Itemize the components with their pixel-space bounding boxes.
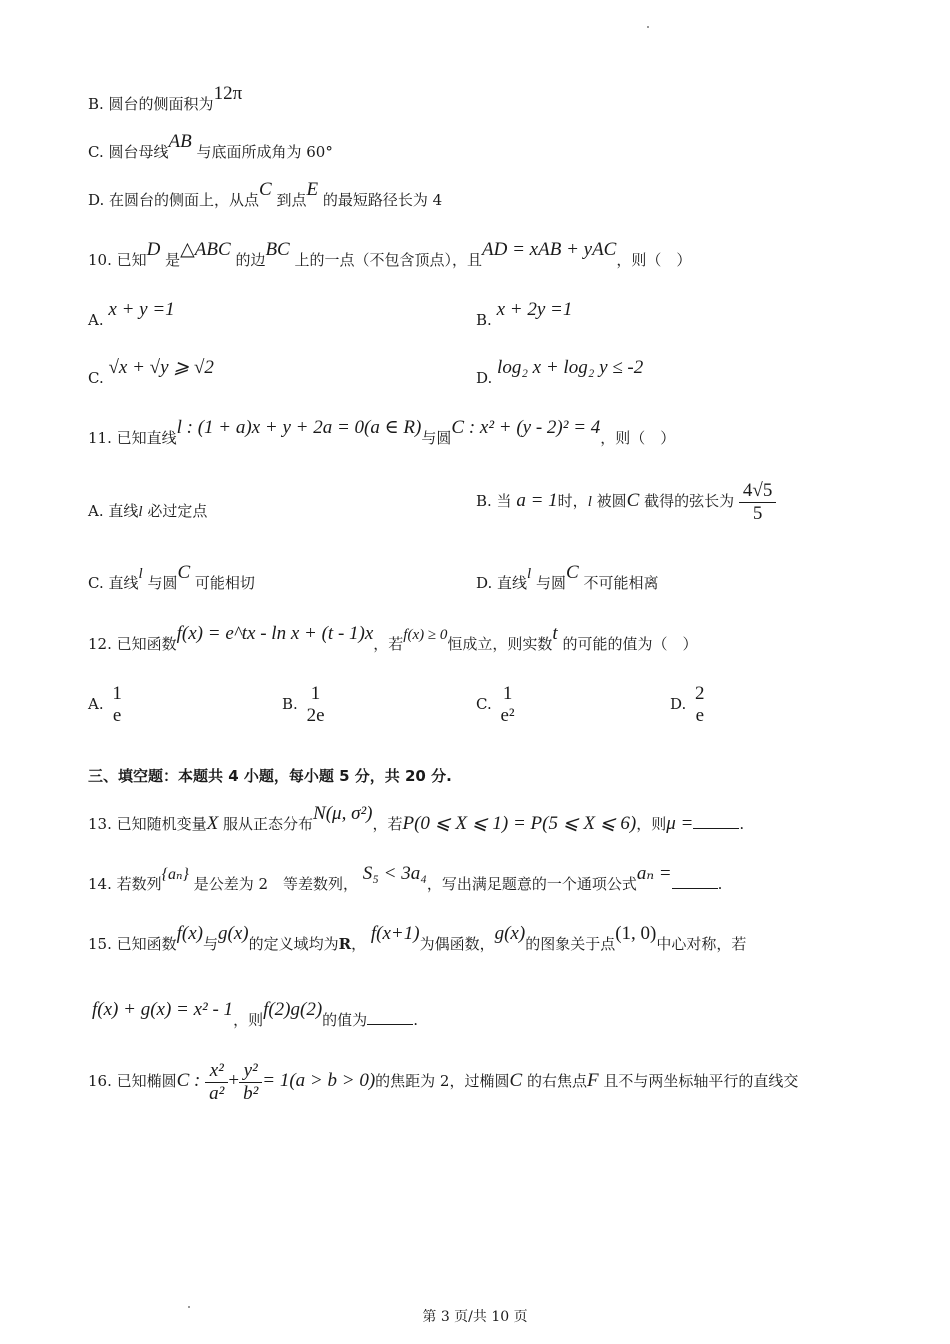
answer-blank[interactable] bbox=[367, 1010, 413, 1025]
option-text: D. 在圆台的侧面上，从点 bbox=[88, 191, 260, 209]
option-label: D. bbox=[476, 369, 493, 387]
question-text: 10. 已知 bbox=[88, 251, 147, 269]
math-expr: g(x) bbox=[218, 923, 249, 944]
option-text: 与圆 bbox=[535, 574, 566, 592]
fraction bbox=[239, 1060, 262, 1105]
question-text: 是公差为 2 等差数列， bbox=[193, 875, 359, 893]
q9-option-c bbox=[88, 131, 333, 162]
q10-option-a bbox=[88, 299, 175, 330]
math-expr: f(x) = e^tx - ln x + (t - 1)x bbox=[176, 623, 374, 644]
math-var: D bbox=[146, 239, 161, 260]
q14-stem bbox=[88, 863, 723, 895]
scan-dot bbox=[647, 26, 649, 28]
q11-stem bbox=[88, 417, 676, 448]
math-expr: AD = xAB + yAC bbox=[482, 239, 617, 260]
question-text: 为偶函数， bbox=[419, 935, 495, 953]
q9-option-d bbox=[88, 179, 443, 210]
math-expr: {aₙ} bbox=[161, 866, 189, 883]
math-var: X bbox=[206, 813, 219, 834]
math-expr: P(0 ⩽ X ⩽ 1) = P(5 ⩽ X ⩽ 6) bbox=[402, 813, 637, 834]
numerator: 1 bbox=[502, 683, 513, 704]
math-expr: f(2)g(2) bbox=[263, 999, 323, 1020]
option-label: B. bbox=[282, 695, 298, 713]
numerator: 1 bbox=[310, 683, 321, 704]
math-expr: aₙ = bbox=[636, 863, 672, 884]
q10-option-b bbox=[476, 299, 573, 330]
denominator: a² bbox=[205, 1082, 228, 1105]
math-expr: μ = bbox=[666, 813, 694, 834]
math-expr: x + y =1 bbox=[108, 299, 175, 320]
option-text: 被圆 bbox=[596, 492, 627, 510]
math-var: l bbox=[138, 504, 143, 520]
question-text: 的图象关于点 bbox=[525, 935, 616, 953]
option-text: 的最短路径长为 4 bbox=[322, 191, 443, 209]
fraction bbox=[691, 683, 709, 727]
question-text: 的定义域均为 bbox=[248, 935, 339, 953]
answer-blank[interactable] bbox=[693, 814, 739, 829]
option-text: D. 直线 bbox=[476, 574, 528, 592]
q12-option-c bbox=[476, 680, 519, 728]
math-expr: x + 2y =1 bbox=[496, 299, 573, 320]
option-text: 可能相切 bbox=[194, 574, 255, 592]
option-text: 与圆 bbox=[147, 574, 178, 592]
q16-stem bbox=[88, 1058, 798, 1105]
numerator: x² bbox=[209, 1059, 224, 1081]
q12-option-d bbox=[670, 680, 709, 728]
math-op: + bbox=[228, 1070, 240, 1091]
math-var: E bbox=[306, 179, 319, 200]
option-text: A. 直线 bbox=[88, 502, 139, 520]
numerator: 4√5 bbox=[742, 479, 773, 501]
question-text: ，若 bbox=[372, 815, 403, 833]
option-label: C. bbox=[88, 369, 104, 387]
q11-option-c bbox=[88, 562, 255, 594]
option-text: 必过定点 bbox=[147, 502, 208, 520]
option-text: B. 当 bbox=[476, 492, 512, 510]
question-text: . bbox=[413, 1011, 418, 1029]
q15-stem bbox=[88, 923, 747, 954]
math-expr: f(x+1) bbox=[370, 923, 420, 944]
math-var: l bbox=[527, 566, 532, 582]
math-expr: √x + √y ⩾ √2 bbox=[108, 357, 214, 378]
option-label: D. bbox=[670, 695, 687, 713]
option-text: 截得的弦长为 bbox=[644, 492, 735, 510]
question-text: 中心对称，若 bbox=[656, 935, 747, 953]
question-text: 16. 已知椭圆 bbox=[88, 1072, 177, 1090]
fraction bbox=[497, 683, 519, 727]
q10-option-d bbox=[476, 357, 644, 388]
question-text: 恒成立，则实数 bbox=[447, 635, 553, 653]
question-text: ，则 bbox=[233, 1011, 264, 1029]
math-var: t bbox=[552, 623, 558, 644]
option-label: C. bbox=[476, 695, 492, 713]
section-heading: 三、填空题：本题共 4 小题，每小题 5 分，共 20 分. bbox=[88, 767, 452, 785]
denominator: 5 bbox=[739, 502, 776, 525]
math-var: C bbox=[177, 562, 191, 583]
question-text: ，则（ ） bbox=[600, 429, 676, 447]
math-expr: C : x² + (y - 2)² = 4 bbox=[451, 417, 601, 438]
denominator: e bbox=[695, 705, 705, 726]
math-expr: C : bbox=[176, 1070, 201, 1091]
question-text: 的右焦点 bbox=[526, 1072, 587, 1090]
math-expr: N(μ, σ²) bbox=[313, 803, 373, 824]
question-text: 的焦距为 2，过椭圆 bbox=[375, 1072, 510, 1090]
math-var: C bbox=[509, 1070, 523, 1091]
q15-stem-cont bbox=[92, 999, 418, 1030]
option-text: 到点 bbox=[276, 191, 307, 209]
q10-option-c bbox=[88, 357, 214, 388]
question-text: ， bbox=[351, 935, 367, 953]
math-set: R bbox=[338, 935, 352, 953]
answer-blank[interactable] bbox=[672, 874, 718, 889]
question-text: 11. 已知直线 bbox=[88, 429, 177, 447]
question-text: . bbox=[739, 815, 745, 833]
question-text: 15. 已知函数 bbox=[88, 935, 177, 953]
question-text: ，则（ ） bbox=[616, 251, 692, 269]
math-expr: l : (1 + a)x + y + 2a = 0(a ∈ R) bbox=[176, 417, 422, 438]
math-var: AB bbox=[168, 131, 192, 152]
q13-stem bbox=[88, 803, 745, 834]
q12-stem bbox=[88, 623, 698, 655]
q9-option-b bbox=[88, 83, 243, 114]
denominator: e² bbox=[500, 705, 515, 726]
q11-option-a bbox=[88, 501, 207, 522]
question-text: 14. 若数列 bbox=[88, 875, 162, 893]
denominator: e bbox=[112, 705, 122, 726]
math-expr: a = 1 bbox=[516, 490, 558, 511]
q12-option-b bbox=[282, 680, 329, 728]
question-text: 与圆 bbox=[421, 429, 452, 447]
math-expr: = 1(a > b > 0) bbox=[262, 1070, 376, 1091]
question-text: 上的一点（不包含顶点），且 bbox=[294, 251, 483, 269]
math-var: C bbox=[626, 490, 640, 511]
q10-stem bbox=[88, 239, 692, 270]
question-text: ，写出满足题意的一个通项公式 bbox=[426, 875, 637, 893]
numerator: 2 bbox=[695, 683, 705, 704]
question-text: ，则 bbox=[636, 815, 667, 833]
option-label: A. bbox=[88, 695, 104, 713]
math-expr: (1, 0) bbox=[615, 923, 657, 944]
fraction bbox=[303, 683, 329, 727]
math-expr: 12π bbox=[213, 83, 243, 104]
math-var: l bbox=[587, 494, 592, 510]
math-var: △ABC bbox=[180, 239, 231, 260]
math-var: C bbox=[259, 179, 272, 200]
fraction bbox=[739, 480, 776, 525]
option-text: C. 圆台母线 bbox=[88, 143, 169, 161]
math-var: F bbox=[586, 1070, 599, 1091]
question-text: 与 bbox=[203, 935, 219, 953]
math-expr: f(x) ≥ 0 bbox=[403, 627, 448, 643]
math-expr: S₅ < 3a₄ bbox=[362, 863, 427, 884]
math-expr: f(x) bbox=[176, 923, 203, 944]
math-expr: log₂ x + log₂ y ≤ -2 bbox=[497, 357, 644, 378]
question-text: ，若 bbox=[373, 635, 404, 653]
page-footer: 第 3 页/共 10 页 bbox=[422, 1309, 528, 1325]
denominator: b² bbox=[239, 1082, 262, 1105]
fraction bbox=[108, 683, 126, 727]
question-text: 12. 已知函数 bbox=[88, 635, 177, 653]
question-text: 服从正态分布 bbox=[223, 815, 314, 833]
question-text: 的边 bbox=[235, 251, 266, 269]
math-expr: g(x) bbox=[494, 923, 526, 944]
question-text: 的可能的值为（ ） bbox=[562, 635, 698, 653]
question-text: 且不与两坐标轴平行的直线交 bbox=[603, 1072, 799, 1090]
question-text: 是 bbox=[165, 251, 181, 269]
option-text: C. 直线 bbox=[88, 574, 139, 592]
option-text: 与底面所成角为 60° bbox=[196, 143, 333, 161]
question-text: 的值为 bbox=[322, 1011, 368, 1029]
numerator: y² bbox=[243, 1059, 258, 1081]
option-label: A. bbox=[88, 311, 104, 329]
q11-option-b bbox=[476, 478, 776, 525]
math-var: l bbox=[138, 566, 143, 582]
option-text: B. 圆台的侧面积为 bbox=[88, 95, 214, 113]
fraction bbox=[205, 1060, 228, 1105]
option-text: 不可能相离 bbox=[583, 574, 659, 592]
numerator: 1 bbox=[112, 683, 122, 704]
q12-option-a bbox=[88, 680, 126, 728]
q11-option-d bbox=[476, 562, 659, 594]
math-expr: f(x) + g(x) = x² - 1 bbox=[92, 999, 234, 1020]
question-text: . bbox=[717, 875, 723, 893]
option-text: 时， bbox=[557, 492, 588, 510]
math-var: BC bbox=[265, 239, 290, 260]
denominator: 2e bbox=[306, 705, 325, 726]
math-var: C bbox=[566, 562, 579, 583]
question-text: 13. 已知随机变量 bbox=[88, 815, 207, 833]
option-label: B. bbox=[476, 311, 492, 329]
